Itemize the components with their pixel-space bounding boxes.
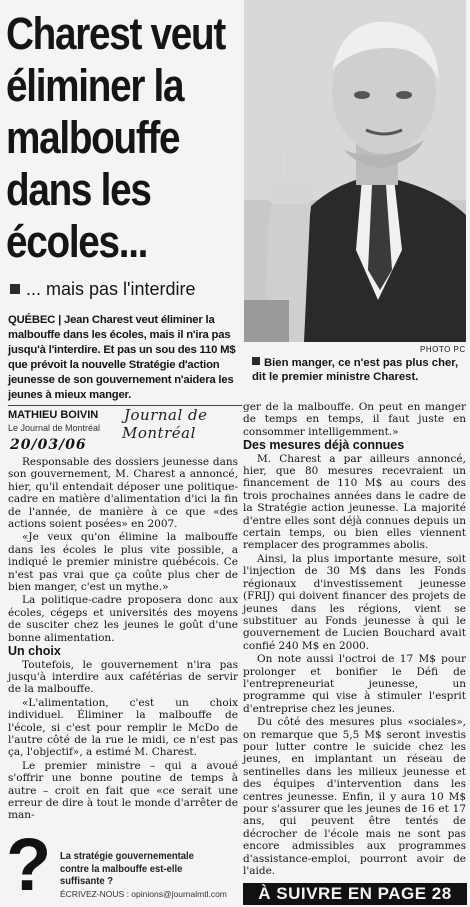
portrait-illustration [244,0,466,342]
subhead: Des mesures déjà connues [243,438,405,453]
photo-premier-ministre [244,0,466,342]
handwritten-date: 20/03/06 [10,437,87,453]
callout-question: La stratégie gouvernementale contre la malbouffe est-elle suffisante ? [60,850,194,887]
callout-contact: ÉCRIVEZ-NOUS : opinions@journalmtl.com [60,889,227,899]
lede: QUÉBEC | Jean Charest veut éliminer la malbouffe dans les écoles, mais il n'ira pas jusqu'à l'interdire. Et pas un sou des 110 M$ que prévoit la nouvelle Stratégie d'action jeunesse de son gouvernement n'aidera les jeunes à mieux manger. [8,314,236,401]
dateline: QUÉBEC [8,314,56,326]
handwritten-note: Montréal [122,424,196,442]
headline: Charest veut éliminer la malbouffe dans les écoles... [6,8,225,267]
photo-credit: PHOTO PC [420,345,466,354]
source: Le Journal de Montréal [8,423,101,433]
lede-text: Jean Charest veut éliminer la malbouffe dans les écoles, mais il n'ira pas jusqu'à l'interdire. Et pas un sou des 110 M$ que prévoit la nouvelle Stratégie d'action jeunesse de son gouvernement n'aidera les jeunes à mieux manger. [8,314,236,401]
handwritten-note: Journal de [124,406,208,424]
deck: ... mais pas l'interdire [10,279,238,300]
continued-banner: À SUIVRE EN PAGE 28 [243,883,467,905]
subhead: Un choix [8,644,61,659]
article-column-1: Responsable des dossiers jeunesse dans son gouvernement, M. Charest a annoncé, hier, qu'il entendait déposer une politique-cadre en matière d'alimentation d'ici la fin de l'année, de manière à ce que «des actions soient posées» en 2007. «Je veux qu'on élimine la malbouffe dans les écoles le plus vite possible, a indiqué le premier ministre québécois. Ce n'est pas vrai que ça coûte plus cher de bien manger, c'est un mythe.» La politique-cadre proposera donc aux écoles, cégeps et universités des moyens de susciter chez les jeunes le goût d'une bonne alimentation. Un choix Toutefois, le gouvernement n'ira pas jusqu'à interdire aux cafétérias de servir de la malbouffe. «L'alimentation, c'est un choix individuel. Éliminer la malbouffe de l'école, si c'est pour remplir le McDo de l'autre côté de la rue le midi, ce n'est pas ça, l'objectif», a estimé M. Charest. Le premier ministre – qui a avoué s'offrir une bonne poutine de temps à autre – croit en fait que «ce serait une erreur de dire à tout le monde d'arrêter de man- [8,456,238,822]
question-mark-icon: ? [6,823,52,906]
byline: MATHIEU BOIVIN [8,409,99,421]
square-bullet-icon [10,284,20,294]
article-column-2: ger de la malbouffe. On peut en manger de temps en temps, il faut juste en consommer intelligemment.» Des mesures déjà connues M. Charest a par ailleurs annoncé, hier, que 80 mesures recevraient un financement de 110 M$ au cours des trois prochaines années dans le cadre de la Stratégie action jeunesse. La majorité d'entre elles sont déjà connues depuis un certain temps, ou bien elles viennent remplacer des programmes abolis. Ainsi, la plus importante mesure, soit l'injection de 30 M$ dans les Fonds régionaux d'investissement jeunesse (FRIJ) qui doivent financer des projets de jeunes dans les régions, vient se substituer au Fonds jeunesse à qui le gouvernement de Lucien Bouchard avait confié 240 M$ en 2000. On note aussi l'octroi de 17 M$ pour prolonger et bonifier le Défi de l'entrepreneuriat jeunesse, un programme qui vise à stimuler l'esprit d'entreprise chez les jeunes. Du côté des mesures plus «sociales», on remarque que 5,5 M$ seront investis pour lutter contre le suicide chez les jeunes, en implantant un réseau de sentinelles dans les milieux jeunesse et des équipes d'intervention dans les centres jeunesse. Enfin, il y aura 10 M$ pour s'assurer que les jeunes de 16 et 17 ans, qui peuvent être tentés de décrocher de l'école mais ne sont pas encore admissibles aux programmes d'assistance-emploi, pourront avoir de l'aide. [243,401,466,878]
square-bullet-icon [252,357,260,365]
photo-caption: Bien manger, ce n'est pas plus cher, dit le premier ministre Charest. [252,357,459,383]
